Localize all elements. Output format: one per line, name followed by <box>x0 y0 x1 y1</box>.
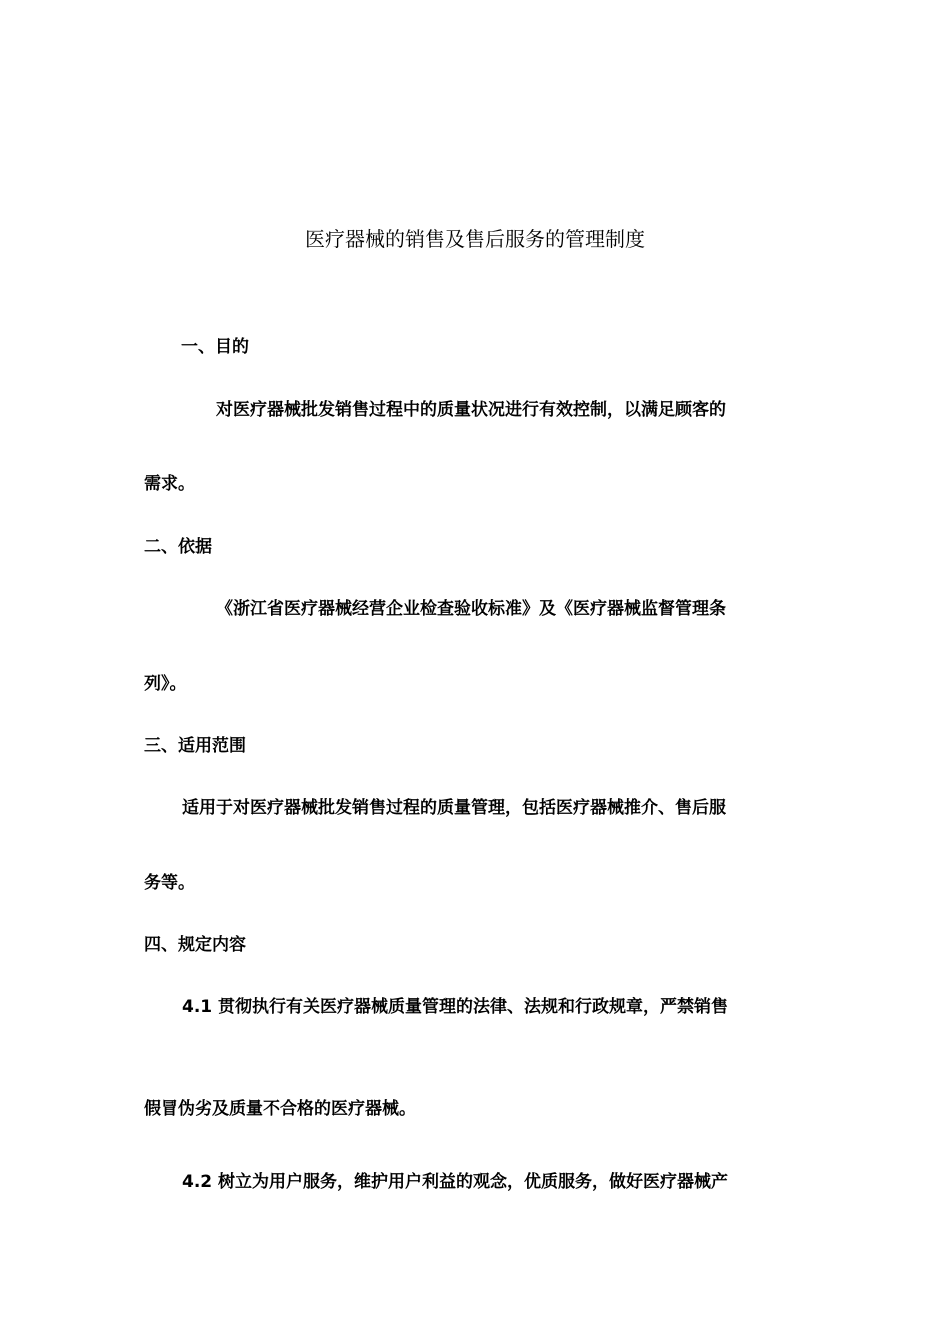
section-heading-basis: 二、依据 <box>144 537 212 557</box>
paragraph-line: 对医疗器械批发销售过程中的质量状况进行有效控制，以满足顾客的 <box>216 400 726 420</box>
section-heading-provisions: 四、规定内容 <box>144 935 246 955</box>
section-heading-scope: 三、适用范围 <box>144 736 246 756</box>
paragraph-line: 《浙江省医疗器械经营企业检查验收标准》及《医疗器械监督管理条 <box>216 599 726 619</box>
paragraph-line: 假冒伪劣及质量不合格的医疗器械。 <box>144 1099 416 1119</box>
document-title: 医疗器械的销售及售后服务的管理制度 <box>305 227 645 251</box>
paragraph-line: 列》。 <box>144 674 187 694</box>
paragraph-line: 务等。 <box>144 873 195 893</box>
paragraph-line: 适用于对医疗器械批发销售过程的质量管理，包括医疗器械推介、售后服 <box>182 798 726 818</box>
paragraph-line: 4.1 贯彻执行有关医疗器械质量管理的法律、法规和行政规章，严禁销售 <box>182 997 729 1017</box>
section-heading-purpose: 一、目的 <box>181 337 249 357</box>
paragraph-line: 需求。 <box>144 474 195 494</box>
paragraph-line: 4.2 树立为用户服务，维护用户利益的观念，优质服务，做好医疗器械产 <box>182 1172 729 1192</box>
